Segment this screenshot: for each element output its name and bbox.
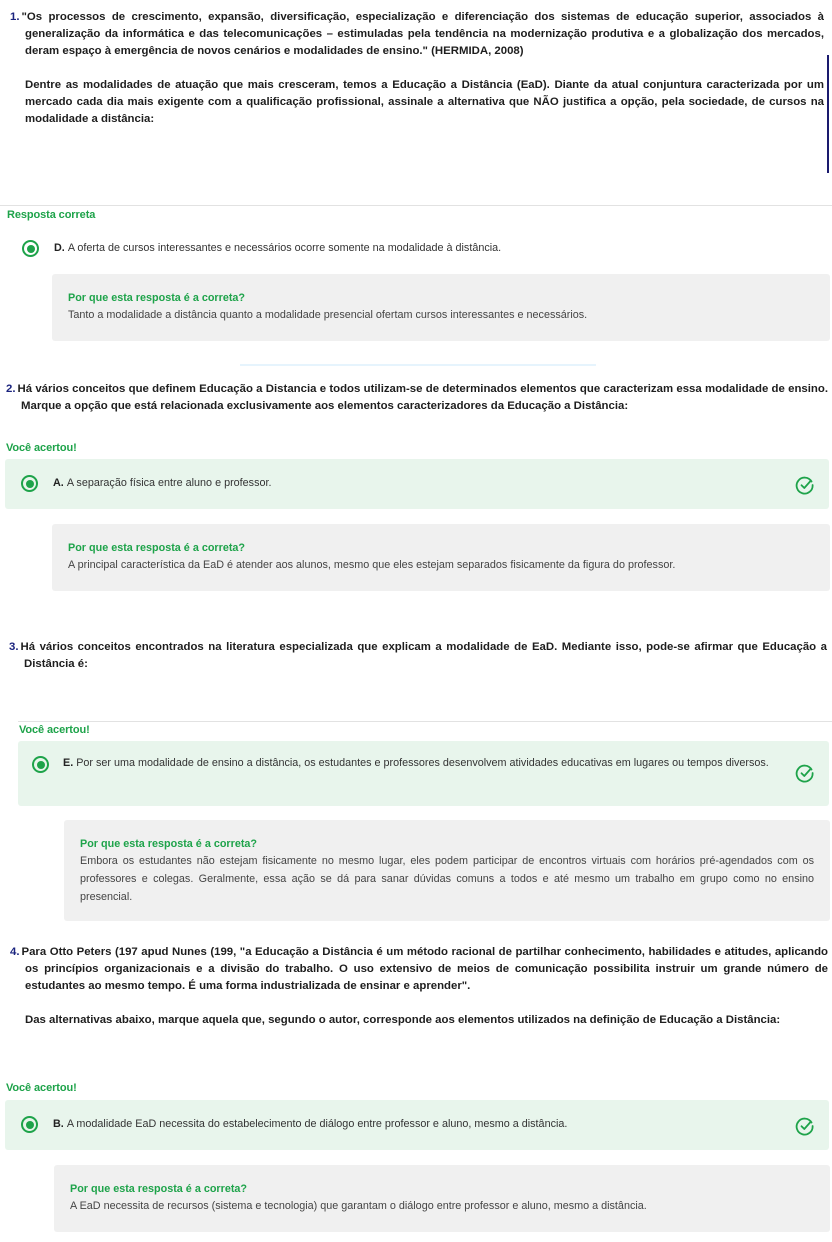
divider [0, 205, 832, 206]
answer-letter: A. [53, 477, 64, 489]
explanation-text: Embora os estudantes não estejam fisicamente no mesmo lugar, eles podem participar de encontros virtuais com horários pré-agendados com os professores e colegas. Geralmente, essa ação se dá para sanar dúvidas comuns a todos e até mesmo um trabalho em grupo como no ensino presencial. [80, 855, 814, 903]
status-label: Você acertou! [19, 724, 90, 736]
question-2: 2. Há vários conceitos que definem Educação a Distancia e todos utilizam-se de determinados elementos que caracterizam essa modalidade de ensino. Marque a opção que está relacionada exclusivamente aos elementos caracterizadores da Educação a Distância: [6, 383, 828, 412]
explanation-box [54, 1165, 830, 1232]
check-circle-icon [795, 763, 815, 783]
question-number: 3. [9, 641, 19, 653]
radio-selected-icon[interactable] [21, 1116, 38, 1133]
status-label: Você acertou! [6, 1082, 77, 1094]
status-label: Você acertou! [6, 442, 77, 454]
question-4: 4. Para Otto Peters (197 apud Nunes (199, "a Educação a Distância é um método racional de partilhar conhecimento, habilidades e atitudes, aplicando os princípios organizacionais e a divisão do trabalho. O uso extensivo de meios de comunicação possibilita instruir um grande número de estudantes ao mesmo tempo. É uma forma industrializada de ensinar e aprender". Das alternativas abaixo, marque aquela que, segundo o autor, corresponde aos elementos utilizados na definição de Educação a Distância: [10, 946, 828, 1026]
divider [18, 721, 832, 722]
explanation-title: Por que esta resposta é a correta? [68, 292, 246, 304]
answer-text: A separação física entre aluno e professor. [66, 477, 272, 489]
explanation-title: Por que esta resposta é a correta? [80, 838, 258, 850]
answer-letter: E. [63, 757, 74, 769]
section-divider [240, 364, 596, 366]
answer-letter: D. [54, 242, 65, 254]
selected-answer[interactable] [18, 741, 829, 806]
explanation-text: A EaD necessita de recursos (sistema e tecnologia) que garantam o diálogo entre professor e aluno, mesmo a distância. [70, 1200, 647, 1212]
question-1-paragraph-2: Dentre as modalidades de atuação que mais cresceram, temos a Educação a Distância (EaD). Diante da atual conjuntura caracterizada por um mercado cada dia mais exigente com a qualificação profissional, assinale a alternativa que NÃO justifica a opção, pela sociedade, de cursos na modalidade a distância: [25, 79, 824, 125]
question-3: 3. Há vários conceitos encontrados na literatura especializada que explicam a modalidade de EaD. Mediante isso, pode-se afirmar que Educação a Distância é: [9, 641, 827, 670]
explanation-text: A principal característica da EaD é atender aos alunos, mesmo que eles estejam separados fisicamente da figura do professor. [68, 559, 676, 571]
radio-selected-icon[interactable] [21, 475, 38, 492]
explanation-title: Por que esta resposta é a correta? [68, 542, 246, 554]
status-label: Resposta correta [7, 209, 96, 221]
explanation-box [64, 820, 830, 921]
explanation-box [52, 274, 830, 341]
answer-text: Por ser uma modalidade de ensino a distância, os estudantes e professores desenvolvem atividades educativas em lugares ou tempos diversos. [76, 757, 769, 769]
selected-answer[interactable] [22, 240, 822, 257]
selected-answer[interactable] [5, 1100, 829, 1150]
check-circle-icon [795, 1116, 815, 1136]
check-circle-icon [795, 475, 815, 495]
question-number: 2. [6, 383, 16, 395]
answer-text: A modalidade EaD necessita do estabelecimento de diálogo entre professor e aluno, mesmo a distância. [66, 1118, 568, 1130]
selected-answer[interactable] [5, 459, 829, 509]
explanation-text: Tanto a modalidade a distância quanto a modalidade presencial ofertam cursos interessantes e necessários. [68, 309, 588, 321]
explanation-title: Por que esta resposta é a correta? [70, 1183, 248, 1195]
scrollbar[interactable] [827, 55, 829, 173]
explanation-box [52, 524, 830, 591]
question-number: 1. [10, 11, 20, 23]
answer-letter: B. [53, 1118, 64, 1130]
question-1 [10, 9, 824, 128]
radio-selected-icon[interactable] [22, 240, 39, 257]
answer-text: A oferta de cursos interessantes e necessários ocorre somente na modalidade à distância. [67, 242, 502, 254]
question-number: 4. [10, 946, 20, 958]
radio-selected-icon[interactable] [32, 756, 49, 773]
question-1-paragraph-1: 1. "Os processos de crescimento, expansão, diversificação, especialização e diferenciação dos sistemas de educação superior, associados à generalização da informática e das telecomunicações – estimuladas pela tendência na modernização produtiva e a globalização dos mercados, deram espaço à emergência de novos cenários e modalidades de ensino." (HERMIDA, 2008) [10, 11, 824, 57]
